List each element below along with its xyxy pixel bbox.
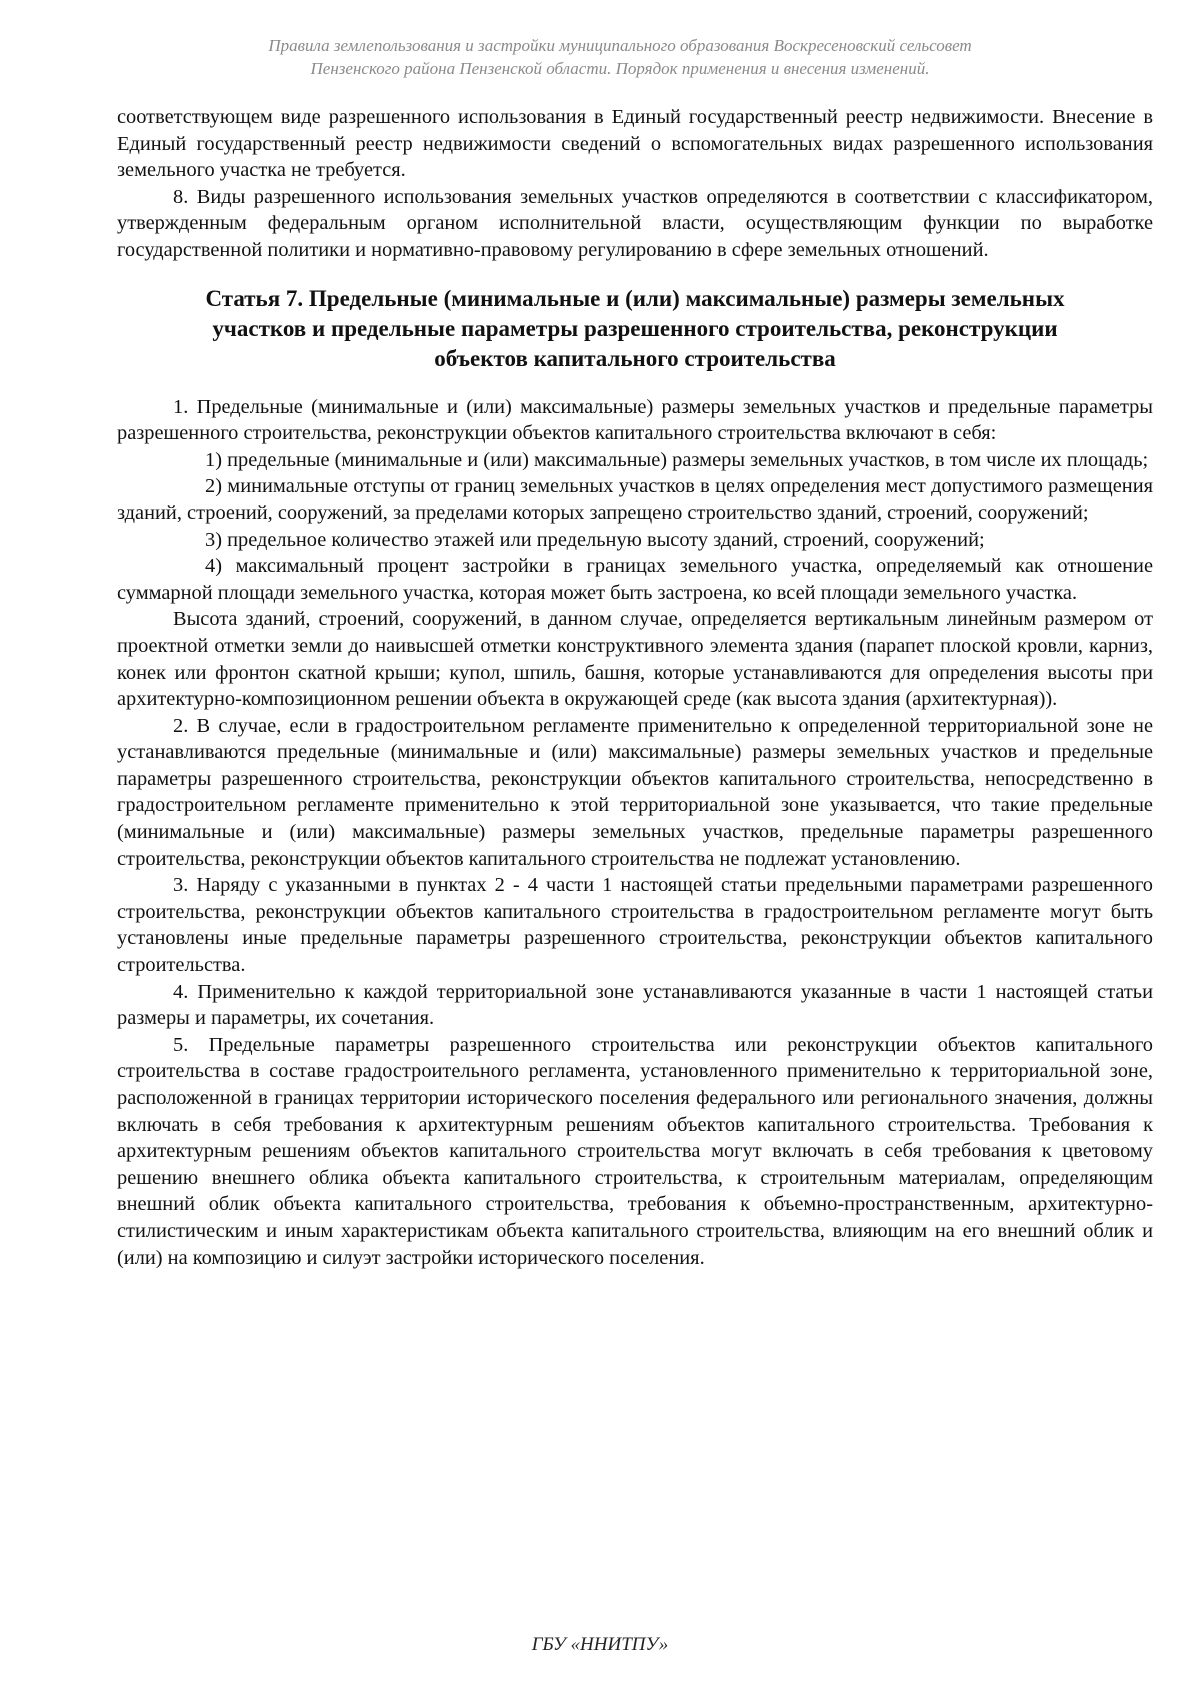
running-header-line-2: Пензенского района Пензенской области. Порядок применения и внесения изменений. bbox=[310, 59, 930, 78]
article-subitem-2: 2) минимальные отступы от границ земельных участков в целях определения мест допустимого размещения зданий, строений, сооружений, за пределами которых запрещено строительство зданий, строений, сооружений; bbox=[117, 475, 1153, 524]
article-subitem-1: 1) предельные (минимальные и (или) максимальные) размеры земельных участков, в том числе их площадь; bbox=[205, 448, 1149, 471]
article-item-5: 5. Предельные параметры разрешенного строительства или реконструкции объектов капитального строительства в составе градостроительного регламента, установленного применительно к территориальной зоне, расположенной в границах территории исторического поселения федерального или регионального значения, должны включать в себя требования к архитектурным решениям объектов капитального строительства. Требования к архитектурным решениям объектов капитального строительства могут включать в себя требования к цветовому решению внешнего облика объекта капитального строительства, к строительным материалам, определяющим внешний облик объекта капитального строительства, требования к объемно-пространственным, архитектурно-стилистическим и иным характеристикам объекта капитального строительства, влияющим на его внешний облик и (или) на композицию и силуэт застройки исторического поселения. bbox=[117, 1033, 1153, 1269]
height-definition-paragraph: Высота зданий, строений, сооружений, в данном случае, определяется вертикальным линейным размером от проектной отметки земли до наивысшей отметки конструктивного элемента здания (парапет плоской кровли, карниз, конек или фронтон скатной крыши; купол, шпиль, башня, которые устанавливаются для определения высоты при архитектурно-композиционном решении объекта в окружающей среде (как высота здания (архитектурная)). bbox=[117, 608, 1153, 711]
article-item-2: 2. В случае, если в градостроительном регламенте применительно к определенной территориальной зоне не устанавливаются предельные (минимальные и (или) максимальные) размеры земельных участков и предельные параметры разрешенного строительства, реконструкции объектов капитального строительства, непосредственно в градостроительном регламенте применительно к этой территориальной зоне указывается, что такие предельные (минимальные и (или) максимальные) размеры земельных участков, предельные параметры разрешенного строительства, реконструкции объектов капитального строительства не подлежат установлению. bbox=[117, 714, 1153, 870]
article-subitem-3: 3) предельное количество этажей или предельную высоту зданий, строений, сооружений; bbox=[205, 528, 985, 551]
page-footer: ГБУ «ННИТПУ» bbox=[531, 1634, 669, 1655]
paragraph-continuation: соответствующем виде разрешенного использования в Единый государственный реестр недвижимости. Внесение в Единый государственный реестр недвижимости сведений о вспомогательных видах разрешенного использования земельного участка не требуется. bbox=[117, 106, 1153, 182]
paragraph-8: 8. Виды разрешенного использования земельных участков определяются в соответствии с классификатором, утвержденным федеральным органом исполнительной власти, осуществляющим функции по выработке государственной политики и нормативно-правовому регулированию в сфере земельных отношений. bbox=[117, 185, 1153, 261]
article-heading-line-3: объектов капитального строительства bbox=[434, 345, 836, 371]
article-item-3: 3. Наряду с указанными в пунктах 2 - 4 части 1 настоящей статьи предельными параметрами разрешенного строительства, реконструкции объектов капитального строительства в градостроительном регламенте могут быть установлены иные предельные параметры разрешенного строительства, реконструкции объектов капитального строительства. bbox=[117, 874, 1153, 977]
article-heading-line-1: Статья 7. Предельные (минимальные и (или) максимальные) размеры земельных bbox=[205, 285, 1065, 311]
running-header bbox=[130, 34, 1110, 80]
article-7-heading bbox=[117, 284, 1153, 374]
article-subitem-4: 4) максимальный процент застройки в границах земельного участка, определяемый как отношение суммарной площади земельного участка, которая может быть застроена, ко всей площади земельного участка. bbox=[117, 555, 1153, 604]
article-item-1: 1. Предельные (минимальные и (или) максимальные) размеры земельных участков и предельные параметры разрешенного строительства, реконструкции объектов капитального строительства включают в себя: bbox=[117, 395, 1153, 445]
article-item-4: 4. Применительно к каждой территориальной зоне устанавливаются указанные в части 1 настоящей статьи размеры и параметры, их сочетания. bbox=[117, 980, 1153, 1030]
article-heading-line-2: участков и предельные параметры разрешенного строительства, реконструкции bbox=[212, 315, 1058, 341]
document-body bbox=[117, 104, 1153, 1271]
running-header-line-1: Правила землепользования и застройки муниципального образования Воскресеновский сельсовет bbox=[268, 36, 972, 55]
